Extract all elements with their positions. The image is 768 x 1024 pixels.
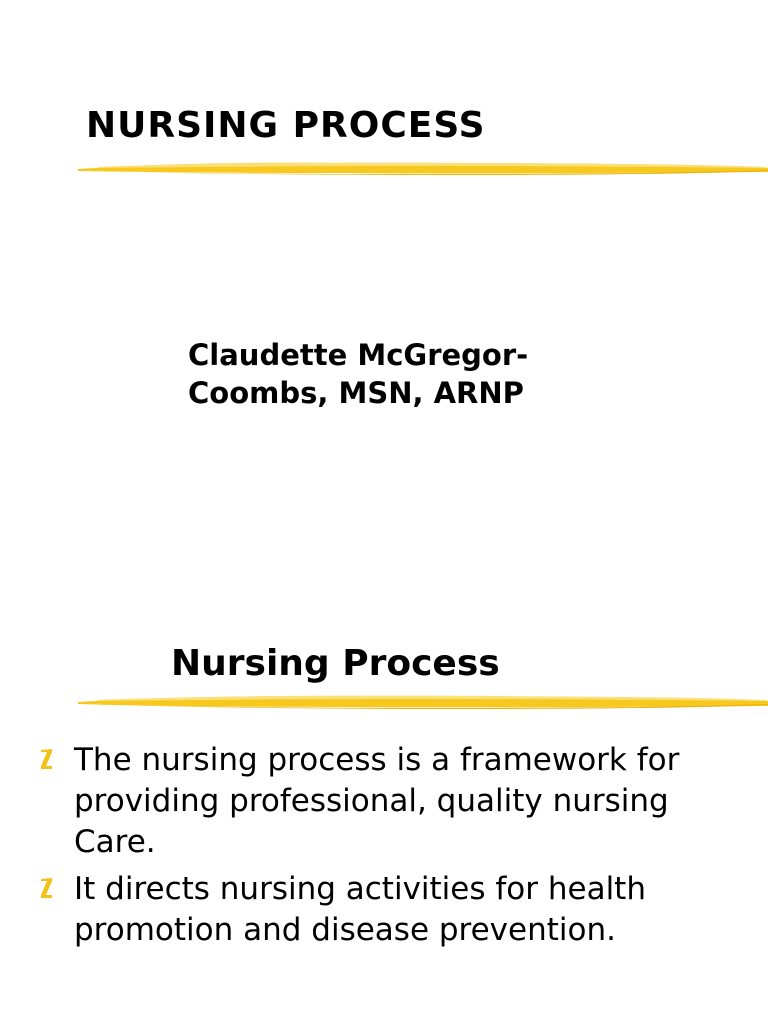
bullet-item [40, 740, 730, 863]
author-credit-line-1: Claudette McGregor- [188, 338, 529, 372]
author-credit-line-2: Coombs, MSN, ARNP [188, 376, 524, 410]
slide-title-heading: NURSING PROCESS [86, 105, 486, 146]
bullet-list [40, 740, 730, 957]
bullet-text: The nursing process is a framework for providing professional, quality nursing Care. [74, 742, 680, 860]
content-slide-heading: Nursing Process [171, 643, 500, 684]
author-credit [188, 336, 628, 412]
bullet-text: It directs nursing activities for health promotion and disease prevention. [74, 871, 646, 948]
z-bullet-icon [40, 748, 54, 770]
content-underline-stroke [78, 690, 768, 712]
z-bullet-icon [40, 877, 54, 899]
bullet-item [40, 869, 730, 951]
title-underline-stroke [78, 156, 768, 178]
